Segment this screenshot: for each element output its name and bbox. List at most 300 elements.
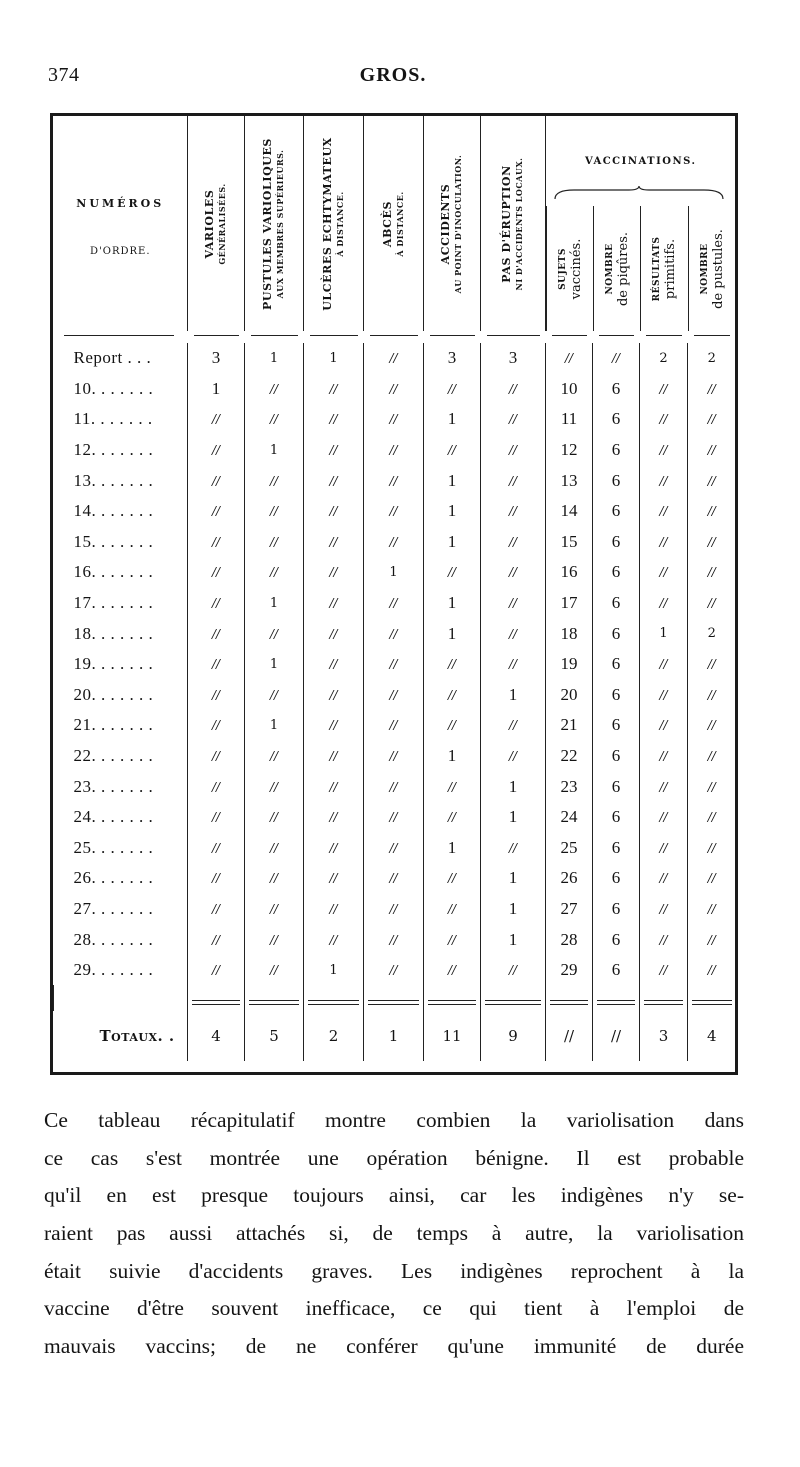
table-cell: 1 [245,343,304,374]
table-cell: 1 [424,496,481,527]
table-cell: // [188,588,245,619]
table-cell: // [481,588,546,619]
header-rule [54,331,188,343]
table-cell: // [304,894,364,925]
recap-table [50,113,738,1075]
table-cell: 2 [688,343,736,374]
totals-cell: 4 [688,1011,736,1061]
row-label: 24. . . . . . . [73,807,154,827]
table-cell: // [304,649,364,680]
table-cell: // [640,527,688,558]
table-cell: // [481,955,546,986]
table-row [54,588,736,619]
spacer-cell [546,985,593,997]
table-row [54,527,736,558]
row-label: 26. . . . . . . [73,868,154,888]
body-paragraph [44,1102,744,1366]
table-row [54,924,736,955]
table-cell: // [304,741,364,772]
table-cell: 12 [546,435,593,466]
column-title: ACCIDENTS [439,183,452,264]
table-row [54,465,736,496]
table-cell: // [688,833,736,864]
table-cell: // [304,680,364,711]
table-cell: // [245,557,304,588]
table-cell: // [688,710,736,741]
table-cell: // [640,771,688,802]
table-cell: // [424,710,481,741]
table-cell: // [481,465,546,496]
row-label: 19. . . . . . . [73,654,154,674]
table-cell: // [481,618,546,649]
table-cell: // [364,374,424,405]
spacer-cell [54,985,188,997]
header-rule [304,331,364,343]
spacer-cell [364,985,424,997]
table-cell: // [424,924,481,955]
table-cell: // [245,863,304,894]
table-cell: // [688,863,736,894]
table-cell: 1 [481,771,546,802]
table-cell: 1 [424,833,481,864]
row-label: 21. . . . . . . [73,715,154,735]
table-cell: // [188,741,245,772]
table-cell: // [688,374,736,405]
totals-cell: 11 [424,1011,481,1061]
totals-rule [593,997,640,1011]
totals-cell: 1 [364,1011,424,1061]
table-cell: // [481,649,546,680]
header-rule [640,331,688,343]
table-cell: 3 [188,343,245,374]
brace-icon [554,186,724,200]
table-cell: // [688,680,736,711]
table-cell: // [640,802,688,833]
totals-rule-row [54,997,736,1011]
running-title: GROS. [359,64,427,86]
totals-rule [688,997,736,1011]
table-cell: 1 [304,955,364,986]
header-rule [424,331,481,343]
subcolumn-title: SUJETS [557,247,568,290]
column-title: ULCÈRES ECHTYMATEUX [320,136,334,311]
table-cell: // [640,435,688,466]
table-row [54,741,736,772]
table-cell: 6 [593,863,640,894]
table-cell: 6 [593,435,640,466]
table-cell: // [640,557,688,588]
table-cell: // [188,802,245,833]
table-cell: 6 [593,924,640,955]
table-cell: // [188,465,245,496]
table-cell: 6 [593,465,640,496]
table-cell: // [188,404,245,435]
totals-cell: 5 [245,1011,304,1061]
totals-rule [424,997,481,1011]
table-cell: // [188,894,245,925]
column-subtitle: GÉNÉRALISÉES. [217,182,227,265]
totals-rule [364,997,424,1011]
totals-cell: 2 [304,1011,364,1061]
row-label: 23. . . . . . . [73,776,154,796]
table-cell: // [364,435,424,466]
table-cell: // [304,924,364,955]
totals-rule [304,997,364,1011]
subcolumn-title: NOMBRE [604,243,615,294]
table-cell: // [640,741,688,772]
row-label: 11. . . . . . . [73,409,153,429]
totals-rule [54,997,188,1011]
table-cell: // [688,771,736,802]
paragraph-line: était suivie d'accidents graves. Les indigènes reprochent à la [44,1258,744,1283]
table-row [54,374,736,405]
table-cell: // [640,496,688,527]
subcolumn-subtitle: vaccinés. [568,238,584,299]
spacer-cell [593,985,640,997]
table-cell: // [364,618,424,649]
row-label: 13. . . . . . . [73,470,154,490]
table-cell: // [688,557,736,588]
table-cell: // [424,894,481,925]
subcolumn-subtitle: de piqûres. [615,231,631,306]
table-cell: 24 [546,802,593,833]
table-cell: // [304,374,364,405]
table-cell: // [424,802,481,833]
table-cell: // [188,924,245,955]
column-title: VARIOLES [203,189,216,258]
subcolumn-header-sujets [546,206,592,331]
table-cell: // [364,863,424,894]
table-cell: 6 [593,649,640,680]
table-cell: 3 [424,343,481,374]
row-label: 15. . . . . . . [73,531,154,551]
table-cell: // [188,955,245,986]
header-rule [688,331,736,343]
table-cell: // [364,741,424,772]
numeros-header-line1: NUMÉROS [76,196,165,210]
table-cell: // [304,465,364,496]
subcolumn-header-piqures [593,206,639,331]
table-row [54,343,736,374]
table-cell: // [546,343,593,374]
table-cell: // [640,649,688,680]
data-table [53,116,736,1061]
table-cell: // [424,955,481,986]
table-cell: // [424,435,481,466]
column-subtitle: À DISTANCE. [334,190,345,257]
table-cell: 29 [546,955,593,986]
table-cell: // [188,771,245,802]
table-cell: // [364,955,424,986]
header-rule [593,331,640,343]
header-rule [188,331,245,343]
table-row [54,435,736,466]
vaccinations-header [546,116,736,331]
table-cell: // [424,680,481,711]
table-cell: // [188,435,245,466]
table-cell: // [304,618,364,649]
table-row [54,649,736,680]
table-cell: // [188,527,245,558]
header-rule [546,331,593,343]
row-label: Report . . . [73,348,152,368]
table-cell: // [364,465,424,496]
table-cell: // [245,924,304,955]
column-subtitle: NI D'ACCIDENTS LOCAUX. [514,157,524,290]
table-cell: 1 [481,802,546,833]
table-cell: // [640,680,688,711]
table-cell: // [688,527,736,558]
table-cell: // [364,527,424,558]
table-cell: // [304,802,364,833]
header-rule-row [54,331,736,343]
table-cell: // [481,527,546,558]
table-cell: // [364,680,424,711]
table-cell: // [188,710,245,741]
table-cell: 13 [546,465,593,496]
subcolumn-title: RÉSULTATS [651,236,662,301]
paragraph-line: ce cas s'est montrée une opération bénigne. Il est probable [44,1145,744,1170]
table-cell: 26 [546,863,593,894]
table-cell: // [688,924,736,955]
table-cell: 1 [245,435,304,466]
table-cell: // [304,404,364,435]
table-row [54,802,736,833]
row-label: 14. . . . . . . [73,501,154,521]
row-label: 27. . . . . . . [73,898,154,918]
table-cell: // [188,618,245,649]
row-label: 20. . . . . . . [73,684,154,704]
table-cell: 6 [593,894,640,925]
table-cell: 23 [546,771,593,802]
table-cell: // [640,710,688,741]
table-cell: 6 [593,557,640,588]
table-cell: 6 [593,404,640,435]
spacer-cell [688,985,736,997]
column-header-pustules [245,116,304,331]
table-row [54,771,736,802]
table-row [54,618,736,649]
header-rule [364,331,424,343]
table-cell: 16 [546,557,593,588]
table-cell: // [364,649,424,680]
paragraph-line: Ce tableau récapitulatif montre combien la variolisation dans [44,1108,744,1132]
table-cell: // [640,465,688,496]
spacer-cell [304,985,364,997]
table-cell: // [245,496,304,527]
table-row [54,496,736,527]
row-label: 22. . . . . . . [73,746,154,766]
column-title: ABCÈS [380,200,394,247]
row-label: 18. . . . . . . [73,623,154,643]
table-cell: 25 [546,833,593,864]
table-cell: 21 [546,710,593,741]
table-cell: // [245,771,304,802]
header-rule [481,331,546,343]
table-cell: // [688,465,736,496]
table-cell: // [364,894,424,925]
table-cell: // [364,496,424,527]
table-cell: 17 [546,588,593,619]
page-header [48,64,738,94]
row-label: 17. . . . . . . [73,593,154,613]
table-cell: // [640,374,688,405]
table-cell: // [245,955,304,986]
table-cell: // [245,802,304,833]
table-cell: // [364,833,424,864]
table-cell: // [364,802,424,833]
table-cell: 1 [304,343,364,374]
column-header-accidents [424,116,481,331]
row-label: 10. . . . . . . [73,378,154,398]
table-cell: // [688,894,736,925]
table-cell: 1 [481,680,546,711]
table-cell: 6 [593,710,640,741]
table-cell: 1 [640,618,688,649]
table-cell: // [188,557,245,588]
table-cell: // [304,557,364,588]
subcolumn-subtitle: primitifs. [662,238,678,299]
table-cell: // [245,618,304,649]
table-cell: 1 [245,649,304,680]
table-cell: // [640,894,688,925]
totals-label: Totaux. . [99,1027,175,1046]
spacer-cell [245,985,304,997]
table-cell: 1 [481,924,546,955]
totals-rule [481,997,546,1011]
table-cell: // [304,833,364,864]
table-cell: 6 [593,588,640,619]
table-cell: // [364,771,424,802]
table-cell: // [304,710,364,741]
row-label: 29. . . . . . . [73,960,154,980]
table-row [54,680,736,711]
totals-rule [188,997,245,1011]
table-cell: 6 [593,802,640,833]
table-cell: // [640,863,688,894]
table-cell: // [245,374,304,405]
table-cell: // [364,343,424,374]
table-cell: 6 [593,955,640,986]
table-cell: // [688,435,736,466]
table-row [54,833,736,864]
totals-row [54,1011,736,1061]
table-cell: // [304,863,364,894]
table-cell: // [688,802,736,833]
table-header-row [54,116,736,331]
table-cell: 11 [546,404,593,435]
table-cell: // [304,588,364,619]
table-cell: 1 [364,557,424,588]
column-header-abces [364,116,424,331]
table-cell: // [188,496,245,527]
table-cell: // [593,343,640,374]
spacer-cell [640,985,688,997]
table-cell: 6 [593,741,640,772]
table-cell: // [424,557,481,588]
table-cell: // [424,771,481,802]
row-label: 12. . . . . . . [73,440,154,460]
table-cell: 6 [593,618,640,649]
paragraph-line: raient pas aussi attachés si, de temps à autre, la variolisation [44,1221,744,1246]
column-title: PUSTULES VARIOLIQUES [261,137,274,310]
table-cell: // [424,863,481,894]
table-cell: // [481,557,546,588]
table-cell: 1 [424,618,481,649]
column-header-ulceres [304,116,364,331]
table-cell: // [688,404,736,435]
table-row [54,557,736,588]
table-cell: // [640,588,688,619]
table-cell: 6 [593,771,640,802]
table-cell: // [481,435,546,466]
column-subtitle: AU POINT D'INOCULATION. [453,154,463,293]
table-cell: // [245,741,304,772]
totals-cell: 3 [640,1011,688,1061]
totals-cell: 9 [481,1011,546,1061]
totals-rule [546,997,593,1011]
spacer-cell [424,985,481,997]
table-cell: // [304,771,364,802]
table-cell: 1 [481,863,546,894]
table-cell: 10 [546,374,593,405]
column-title: PAS D'ÉRUPTION [500,164,513,283]
table-cell: 1 [424,465,481,496]
table-cell: 22 [546,741,593,772]
table-cell: // [304,496,364,527]
table-cell: // [188,649,245,680]
table-cell: 14 [546,496,593,527]
table-cell: // [364,404,424,435]
table-cell: 20 [546,680,593,711]
table-cell: // [364,710,424,741]
table-cell: 15 [546,527,593,558]
table-cell: 6 [593,680,640,711]
table-cell: // [481,404,546,435]
table-cell: // [688,741,736,772]
table-cell: // [640,955,688,986]
page-number: 374 [48,64,80,86]
table-row [54,863,736,894]
table-cell: 1 [188,374,245,405]
table-body [54,343,736,1061]
table-cell: // [688,496,736,527]
totals-rule [245,997,304,1011]
table-cell: // [424,374,481,405]
table-cell: // [640,404,688,435]
paragraph-line: qu'il en est presque toujours ainsi, car les indigènes n'y se- [44,1183,744,1208]
table-cell: 6 [593,833,640,864]
table-cell: 1 [424,588,481,619]
table-row [54,894,736,925]
subcolumn-header-resultats [640,206,686,331]
numeros-header-line2: D'ORDRE. [89,245,151,257]
paragraph-line: vaccine d'être souvent inefficace, ce qui tient à l'emploi de [44,1296,744,1321]
table-cell: 27 [546,894,593,925]
spacer-cell [481,985,546,997]
table-row [54,404,736,435]
table-cell: // [245,465,304,496]
table-row [54,710,736,741]
table-cell: // [640,833,688,864]
table-cell: // [188,863,245,894]
subcolumn-header-pustules [688,206,734,331]
table-cell: // [481,374,546,405]
table-cell: // [688,955,736,986]
totals-cell: // [546,1011,593,1061]
table-cell: 2 [640,343,688,374]
table-cell: 1 [424,741,481,772]
